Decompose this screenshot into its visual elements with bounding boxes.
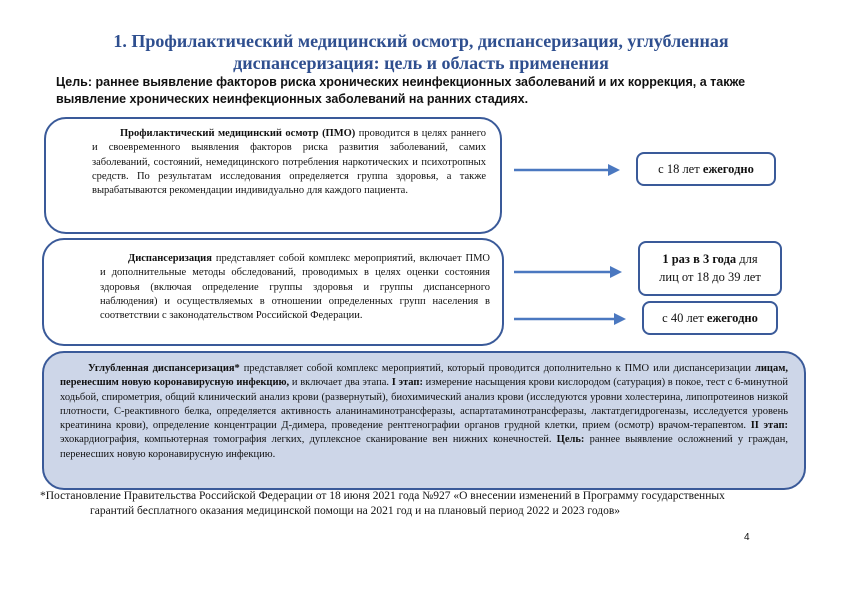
goal-line-1: Цель: раннее выявление факторов риска хронических неинфекционных заболеваний и их коррекция, а также bbox=[56, 75, 746, 89]
dispensary-definition-box bbox=[42, 238, 504, 346]
dispensary-text: представляет собой комплекс мероприятий, включает ПМО и дополнительные методы обследований, проводимых в целях оценки состояния здоровья (включая определение группы здоровья и группы диспансерного наблюдения) и осуществляемых в отношении определенных групп населения в соответствии с законодательством Российской Федерации. bbox=[100, 253, 490, 322]
pmo-frequency-period: ежегодно bbox=[702, 162, 754, 176]
deep-text-5: раннее выявление осложнений у граждан, перенесших новую коронавирусную инфекцию. bbox=[60, 434, 788, 460]
dispensary-term: Диспансеризация bbox=[128, 253, 212, 264]
deep-bold-stage2: II этап: bbox=[750, 420, 788, 432]
dispensary-frequency-line-2: лиц от 18 до 39 лет bbox=[659, 270, 761, 284]
pmo-frequency-age: с 18 лет bbox=[658, 162, 703, 176]
dispensary-frequency-for: для bbox=[736, 252, 758, 266]
deep-text-1: представляет собой комплекс мероприятий, который проводится дополнительно к ПМО или диспансеризации bbox=[239, 363, 755, 374]
pmo-paragraph bbox=[92, 127, 486, 198]
deep-bold-covid: лицам, перенесшим новую коронавирусную инфекцию, bbox=[60, 363, 788, 389]
goal-statement bbox=[56, 74, 796, 108]
dispensary-frequency-box-young bbox=[638, 241, 782, 296]
arrow-right-icon bbox=[514, 309, 628, 329]
arrow-right-icon bbox=[514, 160, 622, 180]
title-line-2: диспансеризация: цель и область применения bbox=[233, 53, 609, 73]
dispensary-frequency-period: 1 раз в 3 года bbox=[662, 252, 737, 266]
goal-line-2: выявление хронических неинфекционных заболеваний на ранних стадиях. bbox=[56, 92, 529, 106]
page-number: 4 bbox=[744, 532, 750, 543]
deep-bold-goal: Цель: bbox=[556, 434, 585, 446]
deep-dispensary-box bbox=[42, 351, 806, 490]
deep-bold-stage1: I этап: bbox=[391, 377, 423, 389]
older-frequency-period: ежегодно bbox=[706, 311, 758, 325]
deep-text-3: измерение насыщения крови кислородом (сатурация) в покое, тест с 6-минутной ходьбой, спирометрия, общий клинический анализ крови (развернутый), биохимический анализ крови (исследуются уровни холестерина, липопротеинов низкой плотности, С-реактивного белка, определяется активность аланинаминотрансферазы, аспартатаминотрансферазы, лактатдегидрогеназы, исследуется уровень креатинина крови), определение концентрации Д-димера, проведение рентгенографии органов грудной клетки, прием (осмотр) врачом-терапевтом. bbox=[60, 377, 788, 432]
pmo-definition-box bbox=[44, 117, 502, 234]
dispensary-paragraph bbox=[100, 252, 490, 323]
footnote-line-1: *Постановление Правительства Российской Федерации от 18 июня 2021 года №927 «О внесении изменений в Программу государственных bbox=[40, 490, 725, 502]
pmo-text: проводится в целях раннего и своевременного выявления факторов риска развития заболеваний, самих заболеваний, состояний, немедицинского потребления наркотических и психотропных средств. По результатам исследования определяется группа здоровья, а также вырабатываются рекомендации индивидуально для каждого пациента. bbox=[92, 128, 486, 197]
older-frequency-age: с 40 лет bbox=[662, 311, 707, 325]
title-line-1: 1. Профилактический медицинский осмотр, диспансеризация, углубленная bbox=[113, 31, 729, 51]
deep-dispensary-term: Углубленная диспансеризация* bbox=[88, 363, 240, 374]
arrow-right-icon bbox=[514, 262, 624, 282]
pmo-term: Профилактический медицинский осмотр (ПМО) bbox=[120, 128, 356, 139]
pmo-frequency-box bbox=[636, 152, 776, 186]
deep-dispensary-paragraph bbox=[60, 362, 788, 462]
deep-text-4: эхокардиография, компьютерная томография легких, дуплексное сканирование вен нижних конечностей. bbox=[60, 434, 557, 446]
dispensary-frequency-line-1 bbox=[640, 250, 780, 268]
footnote-line-2: гарантий бесплатного оказания медицинской помощи на 2021 год и на плановый период 2022 и 2023 годов» bbox=[90, 505, 621, 517]
dispensary-frequency-box-older bbox=[642, 301, 778, 335]
footnote bbox=[40, 489, 810, 519]
page-title bbox=[40, 30, 802, 74]
deep-text-2: и включает два этапа. bbox=[289, 377, 392, 389]
